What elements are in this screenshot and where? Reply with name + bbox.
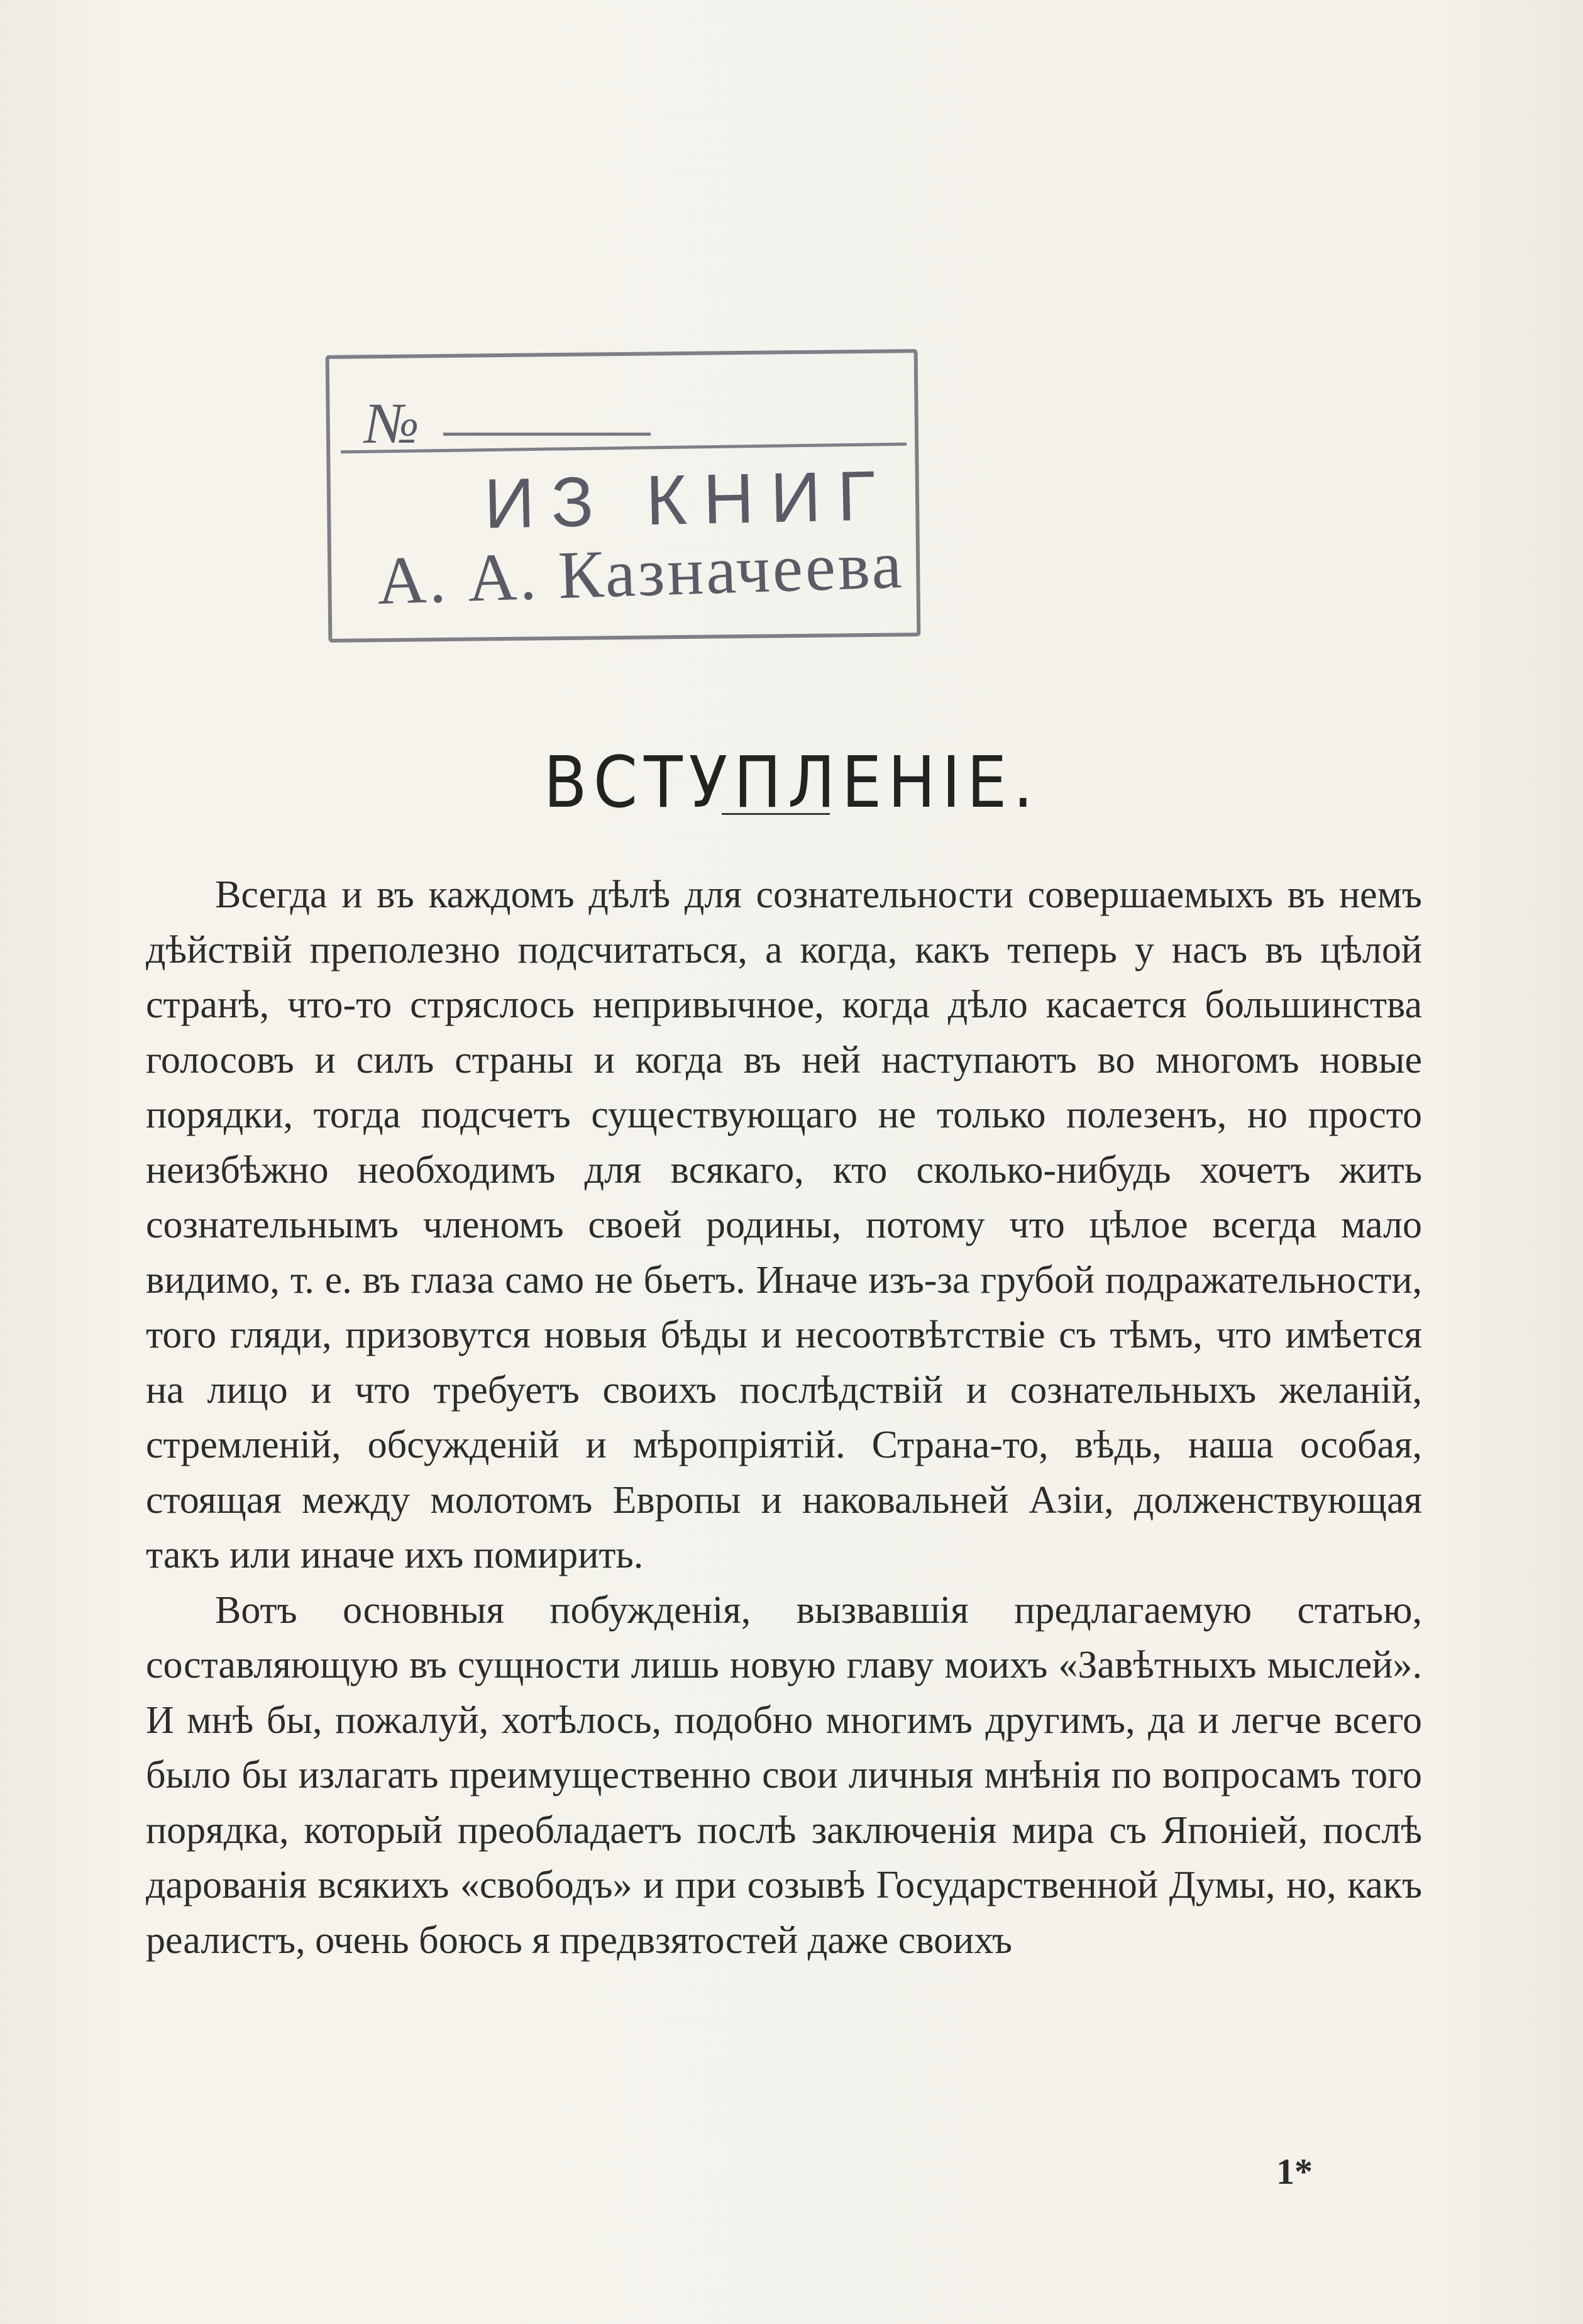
- paragraph: Всегда и въ каждомъ дѣлѣ для сознательности совершаемыхъ въ немъ дѣйствій преполезно подсчитаться, а когда, какъ теперь у насъ въ цѣлой странѣ, что-то стряслось непривычное, когда дѣло касается большинства голосовъ и силъ страны и когда въ ней наступаютъ во многомъ новые порядки, тогда подсчетъ существующаго не только полезенъ, но просто неизбѣжно необходимъ для всякаго, кто сколько-нибудь хочетъ жить сознательнымъ членомъ своей родины, потому что цѣлое всегда мало видимо, т. е. въ глаза само не бьетъ. Иначе изъ-за грубой подражательности, того гляди, призовутся новыя бѣды и несоотвѣтствіе съ тѣмъ, что имѣется на лицо и что требуетъ своихъ послѣдствій и сознательныхъ желаній, стремленій, обсужденій и мѣропріятій. Страна-то, вѣдь, наша особая, стоящая между молотомъ Европы и наковальней Азіи, долженствующая такъ или иначе ихъ помирить.: [146, 873, 1422, 1576]
- stamp-text-line2: А. А. Казначеева: [376, 527, 905, 619]
- title-rule: [722, 813, 830, 815]
- page-number: 1*: [1276, 2151, 1313, 2192]
- library-stamp: [327, 352, 930, 648]
- chapter-title: ВСТУПЛЕНІЕ.: [543, 742, 1040, 824]
- body-text: [146, 868, 1422, 1968]
- stamp-number-blank: [443, 433, 651, 436]
- paragraph: Вотъ основныя побужденія, вызвавшія предлагаемую статью, составляющую въ сущности лишь новую главу моихъ «Завѣтныхъ мыслей». И мнѣ бы, пожалуй, хотѣлось, подобно многимъ другимъ, да и легче всего было бы излагать преимущественно свои личныя мнѣнія по вопросамъ того порядка, который преобладаетъ послѣ заключенія мира съ Японіей, послѣ дарованія всякихъ «свободъ» и при созывѣ Государственной Думы, но, какъ реалистъ, очень боюсь я предвзятостей даже своихъ: [146, 1588, 1422, 1962]
- stamp-text-line1: ИЗ КНИГ: [483, 456, 893, 543]
- stamp-number-label: №: [365, 391, 419, 455]
